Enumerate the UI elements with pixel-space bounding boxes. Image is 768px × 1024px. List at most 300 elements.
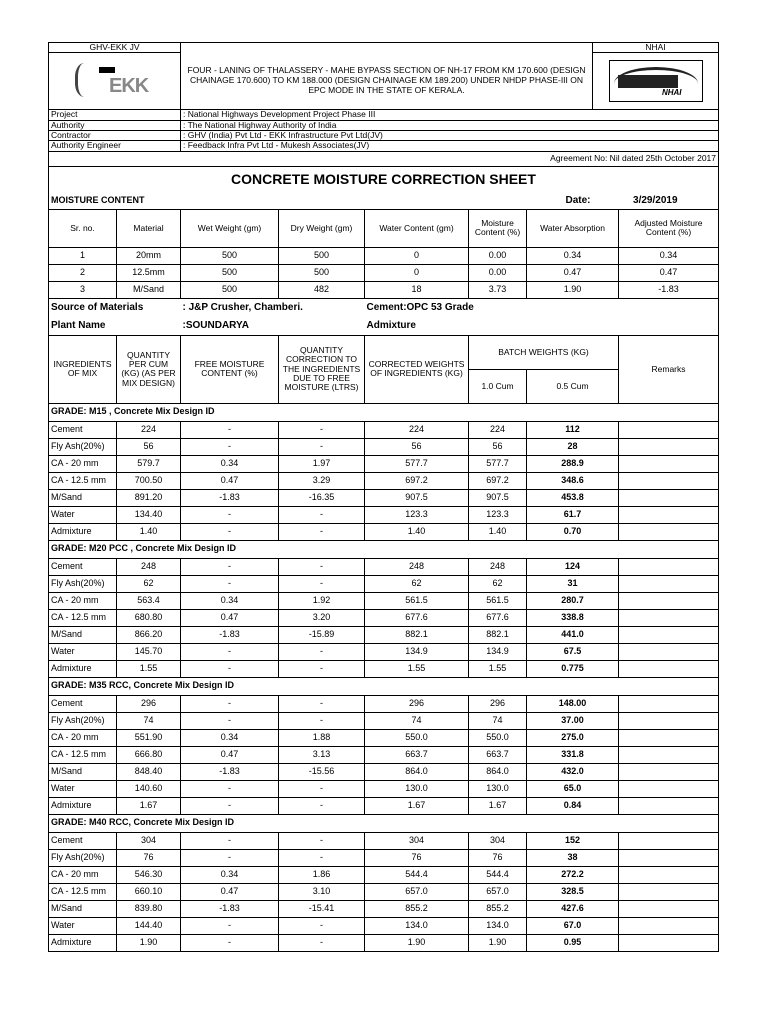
cell-correction: - [279, 438, 365, 455]
cell-batch-0-5-cum: 432.0 [527, 763, 619, 780]
cell-ingredient: Admixture [49, 797, 117, 814]
cell-ingredient: Admixture [49, 934, 117, 951]
date-value: 3/29/2019 [593, 193, 719, 210]
cell-batch-0-5-cum: 348.6 [527, 472, 619, 489]
cell-qty-per-cum: 551.90 [117, 729, 181, 746]
cell-corrected-weight: 1.40 [365, 523, 469, 540]
cell-corrected-weight: 74 [365, 712, 469, 729]
cell-ingredient: CA - 12.5 mm [49, 883, 117, 900]
cell-free-moisture: 0.34 [181, 729, 279, 746]
admixture-label: Admixture [365, 317, 719, 336]
plant-label: Plant Name [49, 317, 181, 336]
grade-header [49, 403, 719, 421]
source-value: : J&P Crusher, Chamberi. [181, 298, 365, 317]
mix-row [49, 900, 719, 917]
cell-qty-per-cum: 579.7 [117, 455, 181, 472]
cell-free-moisture: 0.47 [181, 609, 279, 626]
cell-corrected-weight: 134.9 [365, 643, 469, 660]
col-free-moisture: FREE MOISTURE CONTENT (%) [181, 335, 279, 403]
cell-ingredient: M/Sand [49, 900, 117, 917]
cell-batch-1-cum: 663.7 [469, 746, 527, 763]
cell-remarks [619, 472, 719, 489]
cell-batch-0-5-cum: 0.70 [527, 523, 619, 540]
mix-row [49, 438, 719, 455]
cell-remarks [619, 900, 719, 917]
cell-remarks [619, 780, 719, 797]
cell-free-moisture: - [181, 575, 279, 592]
cell-remarks [619, 626, 719, 643]
cell-batch-0-5-cum: 67.0 [527, 917, 619, 934]
cell-batch-1-cum: 577.7 [469, 455, 527, 472]
cell-correction: 3.13 [279, 746, 365, 763]
cell-remarks [619, 797, 719, 814]
cell-ingredient: Admixture [49, 523, 117, 540]
cell-qty-per-cum: 145.70 [117, 643, 181, 660]
cell-batch-1-cum: 76 [469, 849, 527, 866]
mix-row [49, 489, 719, 506]
cell-correction: 3.10 [279, 883, 365, 900]
source-label: Source of Materials [49, 298, 181, 317]
cell-corrected-weight: 561.5 [365, 592, 469, 609]
cell-qty-per-cum: 839.80 [117, 900, 181, 917]
cell-ingredient: CA - 12.5 mm [49, 746, 117, 763]
cell-free-moisture: - [181, 438, 279, 455]
mix-row [49, 780, 719, 797]
info-label-engineer: Authority Engineer [49, 141, 181, 151]
mix-row [49, 832, 719, 849]
cell-corrected-weight: 577.7 [365, 455, 469, 472]
cell-free-moisture: - [181, 832, 279, 849]
cell-qty-per-cum: 74 [117, 712, 181, 729]
mix-row [49, 523, 719, 540]
info-value-engineer: : Feedback Infra Pvt Ltd - Mukesh Associates(JV) [181, 141, 719, 151]
cell-remarks [619, 695, 719, 712]
cell-free-moisture: - [181, 780, 279, 797]
cell-free-moisture: - [181, 558, 279, 575]
cell-remarks [619, 832, 719, 849]
cell-correction: 1.88 [279, 729, 365, 746]
cell-ingredient: M/Sand [49, 489, 117, 506]
cell-batch-1-cum: 1.90 [469, 934, 527, 951]
cell-batch-0-5-cum: 288.9 [527, 455, 619, 472]
col-water-content: Water Content (gm) [365, 209, 469, 247]
mix-row [49, 472, 719, 489]
cell-batch-1-cum: 224 [469, 421, 527, 438]
grade-title: GRADE: M15 , Concrete Mix Design ID [49, 403, 719, 421]
cell-batch-1-cum: 130.0 [469, 780, 527, 797]
cell-corrected-weight: 248 [365, 558, 469, 575]
moisture-row: 3 M/Sand 500 482 18 3.73 1.90 -1.83 [49, 281, 719, 298]
mix-row [49, 592, 719, 609]
cell-correction: 1.92 [279, 592, 365, 609]
mix-row [49, 695, 719, 712]
cell-ingredient: Fly Ash(20%) [49, 849, 117, 866]
cell-batch-1-cum: 1.55 [469, 660, 527, 677]
cell-batch-0-5-cum: 38 [527, 849, 619, 866]
ghv-ekk-logo: EKK [49, 53, 181, 110]
cell-qty-per-cum: 62 [117, 575, 181, 592]
cell-remarks [619, 917, 719, 934]
cell-corrected-weight: 1.90 [365, 934, 469, 951]
mix-row [49, 729, 719, 746]
info-value-contractor: : GHV (India) Pvt Ltd - EKK Infrastructure Pvt Ltd(JV) [181, 131, 719, 141]
col-1-cum: 1.0 Cum [469, 369, 527, 403]
grade-header [49, 677, 719, 695]
cell-corrected-weight: 864.0 [365, 763, 469, 780]
mix-row [49, 558, 719, 575]
cell-batch-1-cum: 123.3 [469, 506, 527, 523]
cell-batch-1-cum: 62 [469, 575, 527, 592]
cell-batch-1-cum: 544.4 [469, 866, 527, 883]
grade-header [49, 540, 719, 558]
cell-ingredient: CA - 12.5 mm [49, 609, 117, 626]
cell-ingredient: Water [49, 643, 117, 660]
cell-correction: 1.97 [279, 455, 365, 472]
cell-free-moisture: 0.47 [181, 746, 279, 763]
mix-row [49, 660, 719, 677]
nhai-logo: NHAI [593, 53, 719, 110]
cell-remarks [619, 609, 719, 626]
cell-free-moisture: - [181, 934, 279, 951]
cell-corrected-weight: 907.5 [365, 489, 469, 506]
col-batch-weights: BATCH WEIGHTS (KG) [469, 335, 619, 369]
cell-batch-1-cum: 855.2 [469, 900, 527, 917]
cell-free-moisture: - [181, 695, 279, 712]
cell-qty-per-cum: 866.20 [117, 626, 181, 643]
cell-batch-1-cum: 677.6 [469, 609, 527, 626]
moisture-correction-sheet [48, 42, 718, 952]
cell-remarks [619, 421, 719, 438]
cell-remarks [619, 660, 719, 677]
cell-qty-per-cum: 140.60 [117, 780, 181, 797]
cell-remarks [619, 866, 719, 883]
contractor-short: GHV-EKK JV [49, 43, 181, 53]
cell-batch-0-5-cum: 338.8 [527, 609, 619, 626]
col-ingredients: INGREDIENTS OF MIX [49, 335, 117, 403]
cell-remarks [619, 455, 719, 472]
mix-row [49, 746, 719, 763]
grade-title: GRADE: M40 RCC, Concrete Mix Design ID [49, 814, 719, 832]
cell-correction: -15.56 [279, 763, 365, 780]
cell-free-moisture: 0.34 [181, 455, 279, 472]
col-remarks: Remarks [619, 335, 719, 403]
moisture-content-label: MOISTURE CONTENT [49, 193, 469, 210]
cell-corrected-weight: 1.55 [365, 660, 469, 677]
cell-qty-per-cum: 1.67 [117, 797, 181, 814]
cell-batch-1-cum: 657.0 [469, 883, 527, 900]
cell-batch-1-cum: 296 [469, 695, 527, 712]
cell-corrected-weight: 544.4 [365, 866, 469, 883]
cell-batch-1-cum: 697.2 [469, 472, 527, 489]
cell-remarks [619, 506, 719, 523]
cell-correction: - [279, 934, 365, 951]
cell-correction: 1.86 [279, 866, 365, 883]
cell-correction: - [279, 523, 365, 540]
info-label-contractor: Contractor [49, 131, 181, 141]
col-corrected-weights: CORRECTED WEIGHTS OF INGREDIENTS (KG) [365, 335, 469, 403]
cell-batch-1-cum: 74 [469, 712, 527, 729]
cell-qty-per-cum: 546.30 [117, 866, 181, 883]
cell-batch-0-5-cum: 331.8 [527, 746, 619, 763]
cell-ingredient: M/Sand [49, 626, 117, 643]
cell-free-moisture: -1.83 [181, 626, 279, 643]
cell-qty-per-cum: 144.40 [117, 917, 181, 934]
cell-remarks [619, 438, 719, 455]
mix-row [49, 455, 719, 472]
mix-row [49, 575, 719, 592]
col-water-absorption: Water Absorption [527, 209, 619, 247]
cell-ingredient: Cement [49, 695, 117, 712]
cell-batch-0-5-cum: 65.0 [527, 780, 619, 797]
col-dry-weight: Dry Weight (gm) [279, 209, 365, 247]
moisture-row: 2 12.5mm 500 500 0 0.00 0.47 0.47 [49, 264, 719, 281]
cell-batch-0-5-cum: 0.84 [527, 797, 619, 814]
cell-free-moisture: - [181, 421, 279, 438]
cell-corrected-weight: 657.0 [365, 883, 469, 900]
cell-ingredient: CA - 20 mm [49, 729, 117, 746]
cell-remarks [619, 523, 719, 540]
col-sr-no: Sr. no. [49, 209, 117, 247]
cell-ingredient: CA - 20 mm [49, 866, 117, 883]
cell-batch-1-cum: 907.5 [469, 489, 527, 506]
cell-free-moisture: 0.34 [181, 866, 279, 883]
mix-row [49, 797, 719, 814]
col-quantity-per-cum: QUANTITY PER CUM (KG) (AS PER MIX DESIGN) [117, 335, 181, 403]
cell-corrected-weight: 130.0 [365, 780, 469, 797]
cell-qty-per-cum: 563.4 [117, 592, 181, 609]
cell-batch-1-cum: 561.5 [469, 592, 527, 609]
cell-free-moisture: - [181, 849, 279, 866]
cell-batch-0-5-cum: 427.6 [527, 900, 619, 917]
cell-corrected-weight: 123.3 [365, 506, 469, 523]
cell-batch-0-5-cum: 0.95 [527, 934, 619, 951]
grade-title: GRADE: M20 PCC , Concrete Mix Design ID [49, 540, 719, 558]
cell-corrected-weight: 134.0 [365, 917, 469, 934]
cell-correction: - [279, 575, 365, 592]
cell-remarks [619, 489, 719, 506]
cell-remarks [619, 729, 719, 746]
cell-free-moisture: - [181, 797, 279, 814]
agreement-line: Agreement No: Nil dated 25th October 2017 [49, 151, 719, 166]
cell-qty-per-cum: 76 [117, 849, 181, 866]
cell-batch-0-5-cum: 0.775 [527, 660, 619, 677]
cell-batch-0-5-cum: 31 [527, 575, 619, 592]
mix-row [49, 763, 719, 780]
cell-batch-0-5-cum: 152 [527, 832, 619, 849]
cell-remarks [619, 558, 719, 575]
cell-batch-1-cum: 56 [469, 438, 527, 455]
grades-body [49, 403, 719, 951]
cell-batch-0-5-cum: 275.0 [527, 729, 619, 746]
cell-batch-1-cum: 304 [469, 832, 527, 849]
cell-remarks [619, 746, 719, 763]
mix-row [49, 506, 719, 523]
cell-batch-1-cum: 134.9 [469, 643, 527, 660]
cell-free-moisture: 0.47 [181, 472, 279, 489]
cell-qty-per-cum: 680.80 [117, 609, 181, 626]
cell-qty-per-cum: 891.20 [117, 489, 181, 506]
cell-correction: - [279, 832, 365, 849]
cell-corrected-weight: 677.6 [365, 609, 469, 626]
cell-corrected-weight: 62 [365, 575, 469, 592]
cell-batch-0-5-cum: 37.00 [527, 712, 619, 729]
mix-row [49, 917, 719, 934]
grade-title: GRADE: M35 RCC, Concrete Mix Design ID [49, 677, 719, 695]
cell-batch-0-5-cum: 328.5 [527, 883, 619, 900]
cell-free-moisture: - [181, 660, 279, 677]
cell-batch-0-5-cum: 124 [527, 558, 619, 575]
cell-batch-0-5-cum: 67.5 [527, 643, 619, 660]
info-value-project: : National Highways Development Project Phase III [181, 110, 719, 120]
cell-qty-per-cum: 1.90 [117, 934, 181, 951]
cell-corrected-weight: 1.67 [365, 797, 469, 814]
cell-qty-per-cum: 700.50 [117, 472, 181, 489]
cell-ingredient: CA - 20 mm [49, 592, 117, 609]
cell-ingredient: Water [49, 780, 117, 797]
cell-corrected-weight: 76 [365, 849, 469, 866]
cell-batch-0-5-cum: 441.0 [527, 626, 619, 643]
cement-type: Cement:OPC 53 Grade [365, 298, 719, 317]
mix-row [49, 849, 719, 866]
cell-correction: - [279, 660, 365, 677]
cell-corrected-weight: 855.2 [365, 900, 469, 917]
project-title: FOUR - LANING OF THALASSERY - MAHE BYPASS SECTION OF NH-17 FROM KM 170.600 (DESIGN CHAINAGE 170.600) TO KM 188.000 (DESIGN CHAINAGE KM 189.200) UNDER NHDP PHASE-III ON EPC MODE IN THE STATE OF KERALA. [181, 53, 593, 110]
cell-free-moisture: - [181, 712, 279, 729]
cell-correction: - [279, 421, 365, 438]
cell-batch-1-cum: 1.67 [469, 797, 527, 814]
grade-header [49, 814, 719, 832]
cell-qty-per-cum: 848.40 [117, 763, 181, 780]
info-value-authority: : The National Highway Authority of India [181, 120, 719, 130]
mix-row [49, 934, 719, 951]
cell-correction: - [279, 506, 365, 523]
cell-remarks [619, 712, 719, 729]
col-wet-weight: Wet Weight (gm) [181, 209, 279, 247]
cell-corrected-weight: 882.1 [365, 626, 469, 643]
cell-qty-per-cum: 224 [117, 421, 181, 438]
cell-free-moisture: -1.83 [181, 489, 279, 506]
cell-correction: - [279, 695, 365, 712]
cell-ingredient: Fly Ash(20%) [49, 438, 117, 455]
cell-batch-0-5-cum: 148.00 [527, 695, 619, 712]
col-material: Material [117, 209, 181, 247]
cell-qty-per-cum: 660.10 [117, 883, 181, 900]
cell-free-moisture: - [181, 523, 279, 540]
cell-remarks [619, 883, 719, 900]
col-quantity-correction: QUANTITY CORRECTION TO THE INGREDIENTS DUE TO FREE MOISTURE (LTRS) [279, 335, 365, 403]
cell-correction: 3.20 [279, 609, 365, 626]
cell-correction: - [279, 917, 365, 934]
cell-correction: -15.89 [279, 626, 365, 643]
cell-corrected-weight: 304 [365, 832, 469, 849]
mix-row [49, 421, 719, 438]
cell-correction: - [279, 643, 365, 660]
sheet-title: CONCRETE MOISTURE CORRECTION SHEET [49, 166, 719, 193]
cell-correction: 3.29 [279, 472, 365, 489]
cell-ingredient: Fly Ash(20%) [49, 575, 117, 592]
cell-batch-1-cum: 134.0 [469, 917, 527, 934]
cell-batch-0-5-cum: 112 [527, 421, 619, 438]
cell-ingredient: Fly Ash(20%) [49, 712, 117, 729]
plant-value: :SOUNDARYA [181, 317, 365, 336]
cell-batch-1-cum: 550.0 [469, 729, 527, 746]
cell-qty-per-cum: 666.80 [117, 746, 181, 763]
cell-free-moisture: - [181, 643, 279, 660]
cell-batch-0-5-cum: 61.7 [527, 506, 619, 523]
cell-correction: -15.41 [279, 900, 365, 917]
cell-correction: - [279, 849, 365, 866]
cell-ingredient: Cement [49, 832, 117, 849]
cell-ingredient: Admixture [49, 660, 117, 677]
cell-corrected-weight: 663.7 [365, 746, 469, 763]
cell-batch-1-cum: 882.1 [469, 626, 527, 643]
cell-remarks [619, 763, 719, 780]
sheet-table [48, 42, 719, 952]
info-label-project: Project [49, 110, 181, 120]
cell-free-moisture: - [181, 506, 279, 523]
cell-qty-per-cum: 296 [117, 695, 181, 712]
cell-free-moisture: 0.34 [181, 592, 279, 609]
cell-batch-0-5-cum: 453.8 [527, 489, 619, 506]
col-moisture-content: Moisture Content (%) [469, 209, 527, 247]
cell-remarks [619, 849, 719, 866]
cell-corrected-weight: 56 [365, 438, 469, 455]
cell-correction: - [279, 797, 365, 814]
cell-ingredient: CA - 20 mm [49, 455, 117, 472]
col-adjusted-moisture: Adjusted Moisture Content (%) [619, 209, 719, 247]
cell-free-moisture: -1.83 [181, 763, 279, 780]
cell-qty-per-cum: 56 [117, 438, 181, 455]
cell-batch-1-cum: 248 [469, 558, 527, 575]
info-label-authority: Authority [49, 120, 181, 130]
cell-qty-per-cum: 248 [117, 558, 181, 575]
cell-ingredient: CA - 12.5 mm [49, 472, 117, 489]
cell-correction: - [279, 712, 365, 729]
authority-short: NHAI [593, 43, 719, 53]
cell-batch-0-5-cum: 28 [527, 438, 619, 455]
cell-remarks [619, 592, 719, 609]
cell-corrected-weight: 697.2 [365, 472, 469, 489]
cell-batch-0-5-cum: 272.2 [527, 866, 619, 883]
mix-row [49, 866, 719, 883]
cell-corrected-weight: 224 [365, 421, 469, 438]
cell-batch-0-5-cum: 280.7 [527, 592, 619, 609]
cell-ingredient: Cement [49, 421, 117, 438]
cell-correction: -16.35 [279, 489, 365, 506]
moisture-row: 1 20mm 500 500 0 0.00 0.34 0.34 [49, 247, 719, 264]
mix-row [49, 712, 719, 729]
col-0-5-cum: 0.5 Cum [527, 369, 619, 403]
cell-qty-per-cum: 1.40 [117, 523, 181, 540]
mix-row [49, 883, 719, 900]
mix-row [49, 643, 719, 660]
cell-ingredient: Water [49, 506, 117, 523]
mix-row [49, 609, 719, 626]
cell-remarks [619, 643, 719, 660]
cell-remarks [619, 575, 719, 592]
cell-corrected-weight: 296 [365, 695, 469, 712]
cell-free-moisture: - [181, 917, 279, 934]
cell-correction: - [279, 558, 365, 575]
cell-qty-per-cum: 1.55 [117, 660, 181, 677]
cell-correction: - [279, 780, 365, 797]
cell-free-moisture: -1.83 [181, 900, 279, 917]
cell-corrected-weight: 550.0 [365, 729, 469, 746]
cell-qty-per-cum: 304 [117, 832, 181, 849]
mix-row [49, 626, 719, 643]
cell-ingredient: M/Sand [49, 763, 117, 780]
cell-remarks [619, 934, 719, 951]
